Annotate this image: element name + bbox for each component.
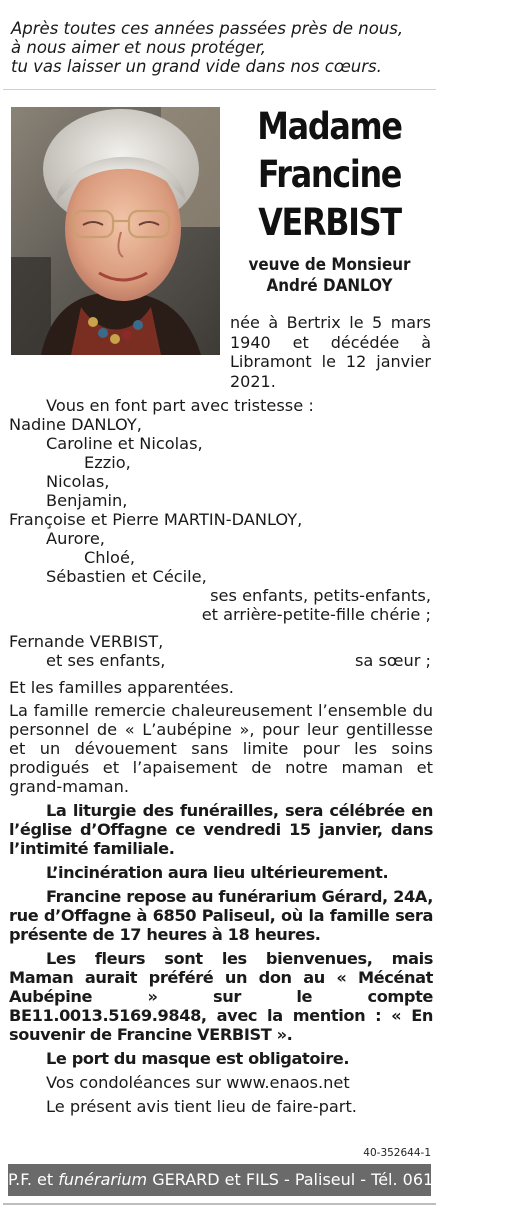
name-first: Francine <box>257 153 402 196</box>
divider <box>3 1203 436 1205</box>
flowers-paragraph: Les fleurs sont les bienvenues, mais Maman aurait préféré un don au « Mécénat Aubépine » sur le compte BE11.0013.5169.9848, avec la mention : « En souvenir de Francine VERBIST ». <box>9 949 433 1044</box>
reference-number: 40-352644-1 <box>363 1147 431 1159</box>
birth-death-info: née à Bertrix le 5 mars 1940 et décédée à Libramont le 12 janvier 2021. <box>230 313 431 391</box>
family-member: Françoise et Pierre MARTIN-DANLOY, <box>9 510 303 529</box>
funeral-home-banner <box>8 1164 510 1196</box>
epitaph-line: à nous aimer et nous protéger, <box>11 38 266 57</box>
family-member: Chloé, <box>84 548 136 567</box>
sibling-name: Fernande VERBIST, <box>9 632 164 651</box>
portrait-image <box>11 107 220 355</box>
relatives-line: Et les familles apparentées. <box>9 678 234 697</box>
epitaph-line: tu vas laisser un grand vide dans nos cœurs. <box>11 57 382 76</box>
notice-body <box>9 396 433 1116</box>
thanks-paragraph: La famille remercie chaleureusement l’ensemble du personnel de « L’aubépine », pour leur gentillesse et un dévouement sans limite pour les soins prodigués et l’apaisement de notre maman et grand-maman. <box>9 701 433 796</box>
family-member: Benjamin, <box>46 491 128 510</box>
footer-prefix: P.F. et <box>8 1170 59 1189</box>
funeral-home-paragraph: Francine repose au funérarium Gérard, 24A, rue d’Offagne à 6850 Paliseul, où la famille sera présente de 17 heures à 18 heures. <box>9 887 433 944</box>
footer-contact: GERARD et FILS - Paliseul - Tél. 061 53 32 84 <box>147 1170 510 1189</box>
name-last: VERBIST <box>258 201 401 244</box>
spouse-line: veuve de Monsieur <box>248 255 411 274</box>
epitaph-line: Après toutes ces années passées près de nous, <box>11 19 404 38</box>
family-member: Nicolas, <box>46 472 110 491</box>
mask-paragraph: Le port du masque est obligatoire. <box>46 1049 350 1068</box>
cremation-paragraph: L’incinération aura lieu ultérieurement. <box>46 863 389 882</box>
portrait-photo <box>11 107 220 355</box>
sibling-children: et ses enfants, <box>46 651 166 670</box>
notice-paragraph: Le présent avis tient lieu de faire-part. <box>46 1097 357 1116</box>
spouse-name: André DANLOY <box>266 276 393 295</box>
condolences-paragraph: Vos condoléances sur www.enaos.net <box>46 1073 350 1092</box>
family-member: Nadine DANLOY, <box>9 415 142 434</box>
family-role: ses enfants, petits-enfants, <box>210 586 431 605</box>
liturgy-paragraph: La liturgie des funérailles, sera célébrée en l’église d’Offagne ce vendredi 15 janvier, dans l’intimité familiale. <box>9 801 433 858</box>
name-title: Madame <box>257 105 402 148</box>
family-member: Ezzio, <box>84 453 131 472</box>
deceased-name <box>240 103 418 247</box>
family-role: et arrière-petite-fille chérie ; <box>201 605 431 624</box>
epitaph <box>11 19 431 76</box>
family-member: Sébastien et Cécile, <box>46 567 207 586</box>
family-intro: Vous en font part avec tristesse : <box>46 396 314 415</box>
footer-italic: funérarium <box>58 1170 148 1189</box>
spouse-info <box>234 254 424 296</box>
family-member: Caroline et Nicolas, <box>46 434 203 453</box>
sibling-role: sa sœur ; <box>354 651 431 670</box>
sibling-line <box>9 651 433 670</box>
divider <box>3 89 436 90</box>
family-member: Aurore, <box>46 529 105 548</box>
